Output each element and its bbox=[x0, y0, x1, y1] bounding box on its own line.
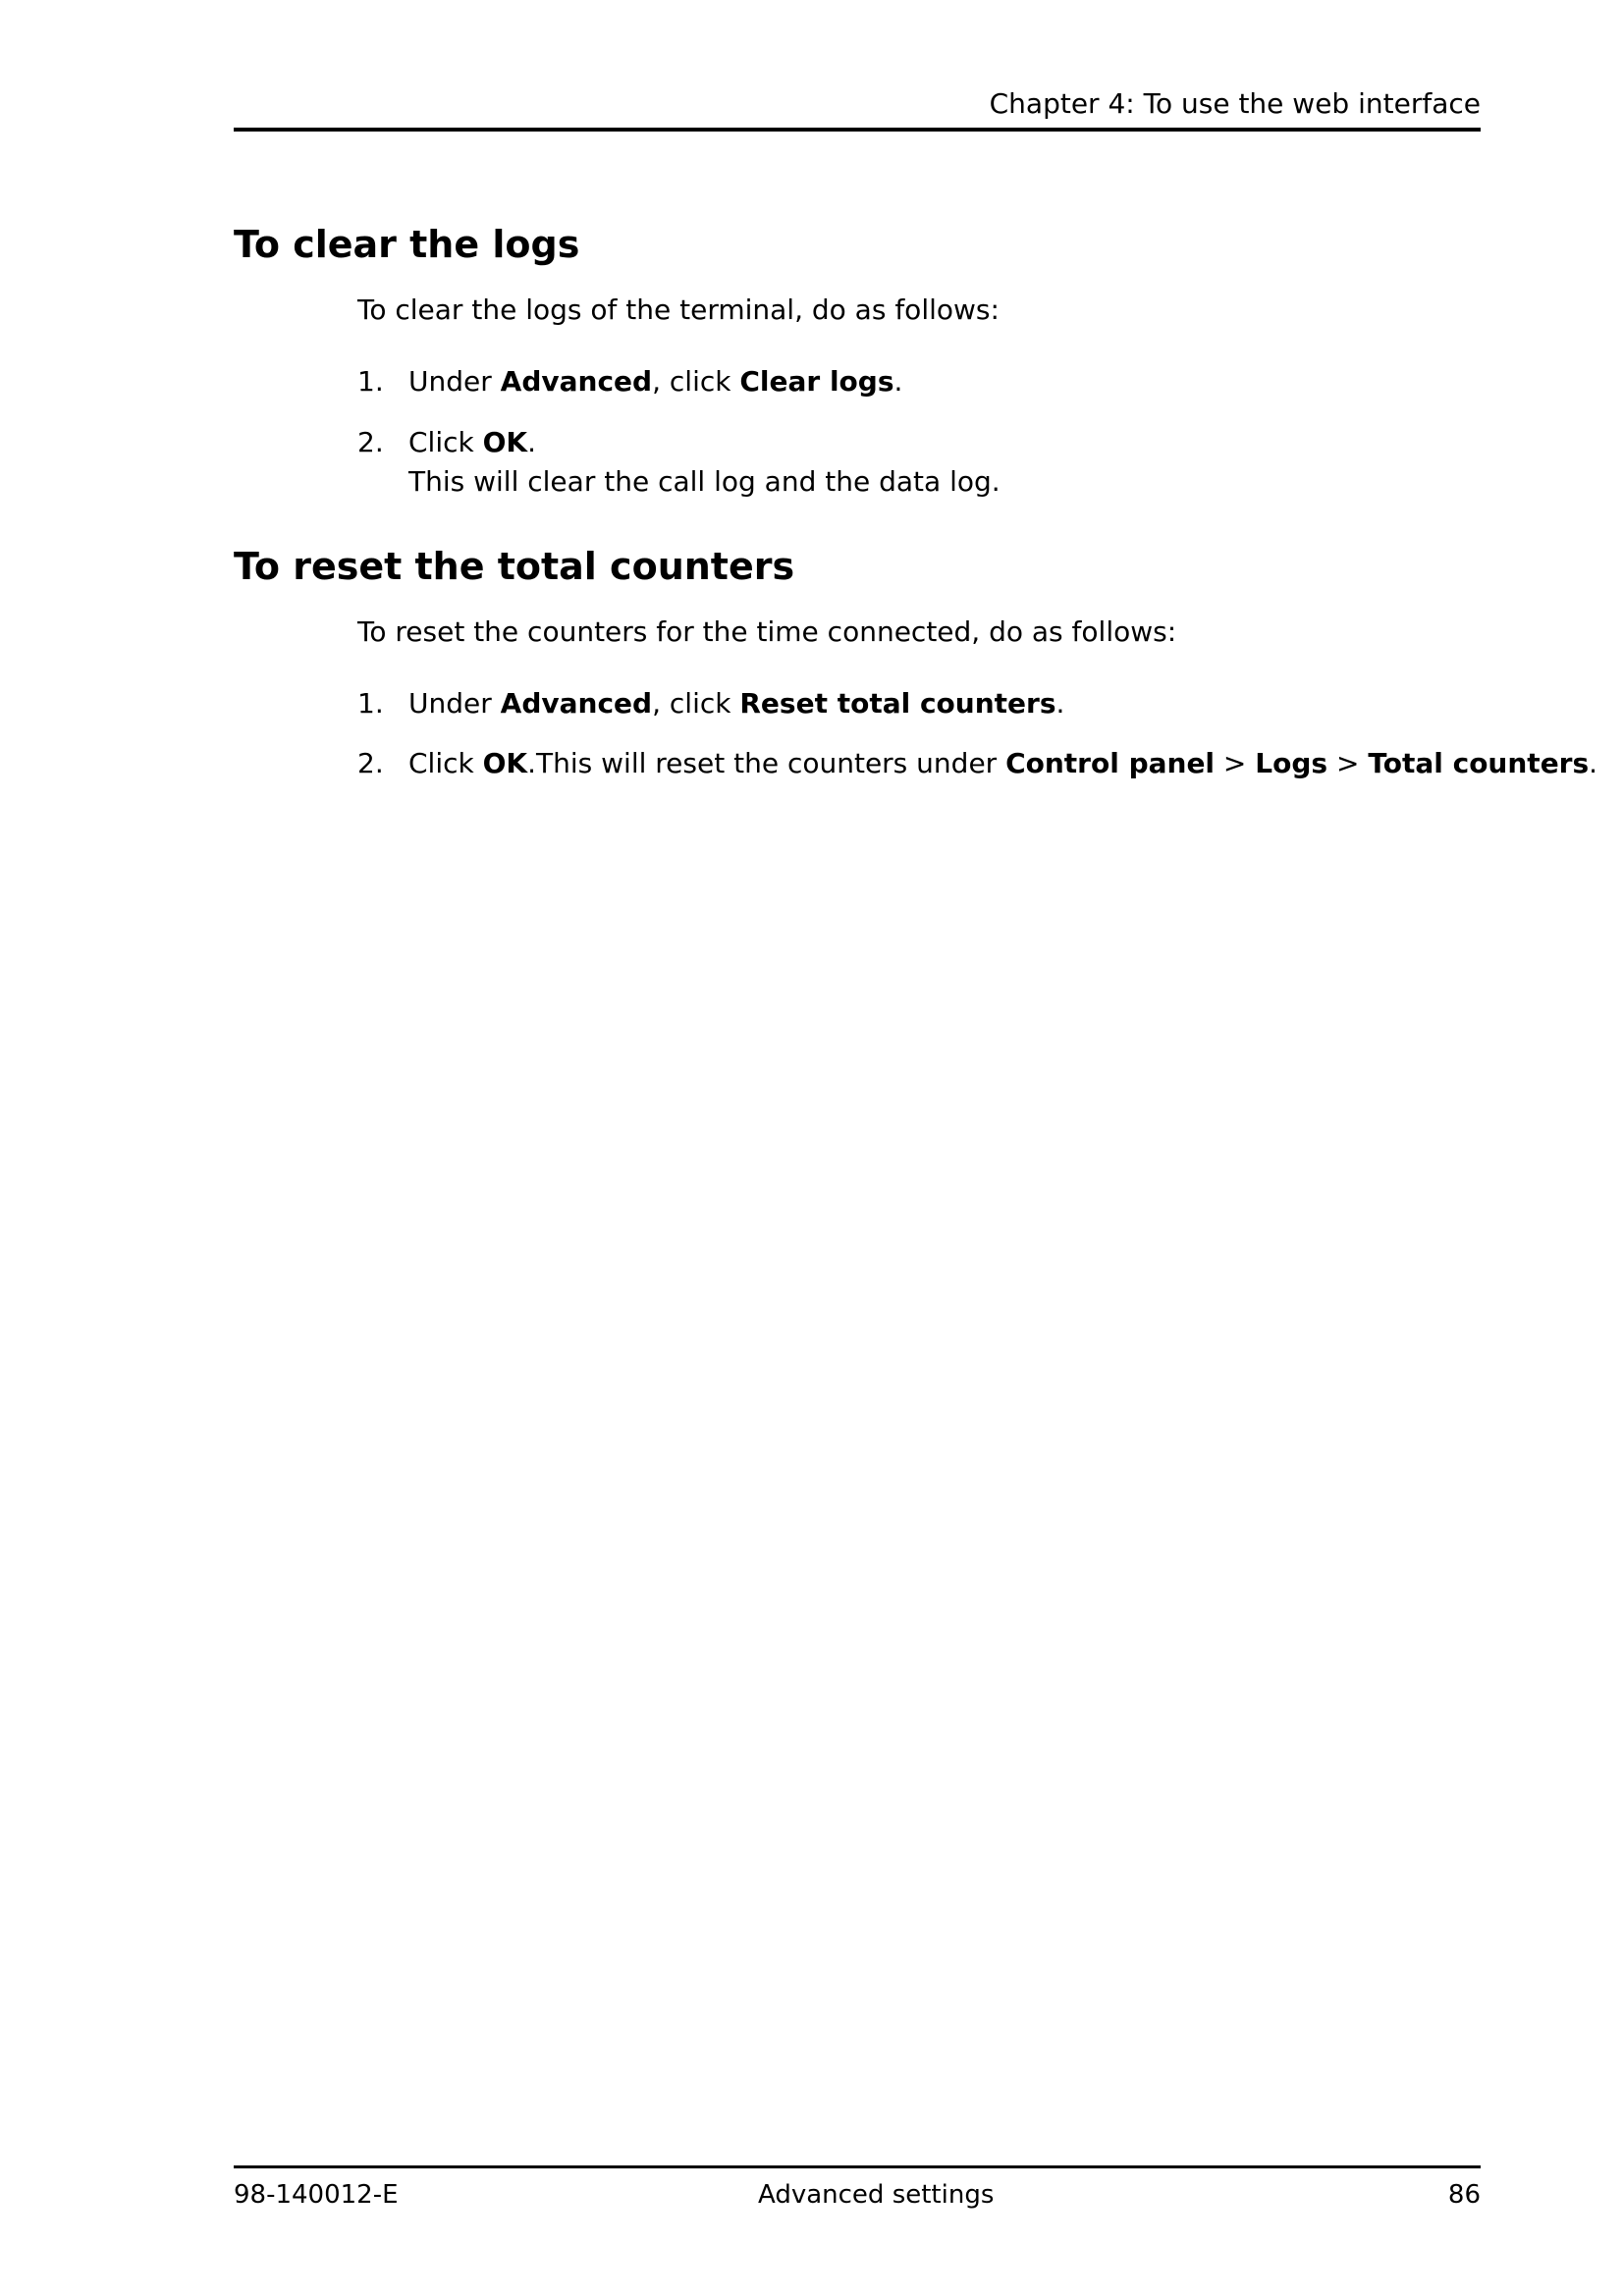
step-text-fragment: . bbox=[1589, 747, 1598, 779]
ui-term-ok: OK bbox=[482, 426, 528, 458]
step-text bbox=[408, 423, 536, 462]
step-text-fragment: , click bbox=[652, 687, 740, 720]
breadcrumb-separator: > bbox=[1327, 747, 1369, 779]
ui-term-advanced: Advanced bbox=[500, 687, 653, 720]
section-heading: To clear the logs bbox=[234, 223, 580, 266]
step-text-fragment: Under bbox=[408, 365, 501, 398]
breadcrumb-separator: > bbox=[1215, 747, 1256, 779]
ui-term-advanced: Advanced bbox=[500, 365, 653, 398]
step-text-fragment: . bbox=[1055, 687, 1065, 720]
step-text-fragment: . bbox=[893, 365, 903, 398]
step-text-fragment: .This will reset the counters under bbox=[527, 747, 1006, 779]
section-intro: To reset the counters for the time connected, do as follows: bbox=[357, 615, 1177, 648]
step-text bbox=[408, 684, 1064, 723]
step-note: This will clear the call log and the data log. bbox=[408, 465, 1001, 498]
step-number: 2. bbox=[357, 426, 384, 458]
step-text bbox=[408, 362, 902, 401]
step-text-fragment: . bbox=[527, 426, 537, 458]
document-number: 98-140012-E bbox=[234, 2180, 399, 2210]
page-number: 86 bbox=[1447, 2180, 1481, 2210]
footer-section-name: Advanced settings bbox=[758, 2180, 995, 2210]
step-text-fragment: Under bbox=[408, 687, 501, 720]
step-number: 2. bbox=[357, 747, 384, 779]
step-text-fragment: Click bbox=[408, 426, 483, 458]
step-text-fragment: , click bbox=[652, 365, 740, 398]
ui-term-logs: Logs bbox=[1255, 747, 1328, 779]
header-divider bbox=[234, 128, 1481, 132]
step-text-fragment: Click bbox=[408, 747, 483, 779]
step-text bbox=[408, 744, 1597, 783]
ui-term-ok: OK bbox=[482, 747, 528, 779]
footer-divider bbox=[234, 2165, 1481, 2168]
step-number: 1. bbox=[357, 687, 384, 720]
ui-term-reset-total-counters: Reset total counters bbox=[739, 687, 1056, 720]
step-number: 1. bbox=[357, 365, 384, 398]
section-intro: To clear the logs of the terminal, do as follows: bbox=[357, 294, 1000, 326]
ui-term-control-panel: Control panel bbox=[1005, 747, 1216, 779]
ui-term-total-counters: Total counters bbox=[1368, 747, 1590, 779]
ui-term-clear-logs: Clear logs bbox=[739, 365, 894, 398]
section-heading: To reset the total counters bbox=[234, 545, 795, 588]
chapter-title: Chapter 4: To use the web interface bbox=[989, 87, 1481, 120]
